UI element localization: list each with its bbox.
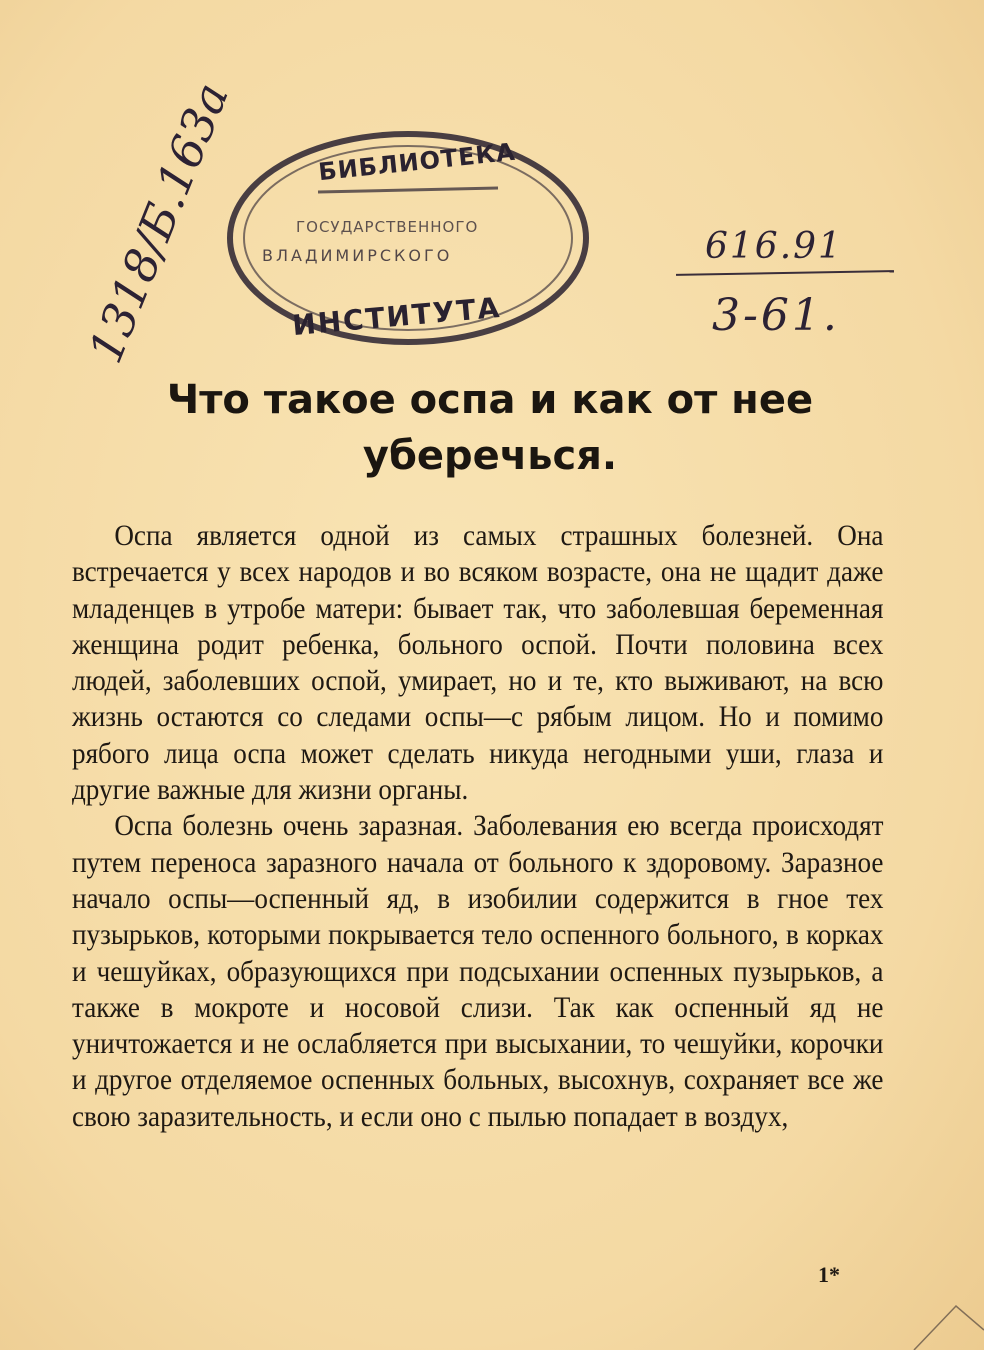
body-text xyxy=(72,518,884,1135)
stamp-line-2: ГОСУДАРСТВЕННОГО xyxy=(296,218,479,236)
stamp-line-3: ВЛАДИМИРСКОГО xyxy=(262,246,453,265)
stamp-line-4: ИНСТИТУТА xyxy=(290,290,503,343)
page-title: Что такое оспа и как от нее уберечься. xyxy=(166,377,814,479)
shelf-mark-bottom: 3-61. xyxy=(712,290,840,341)
shelf-mark-divider xyxy=(676,270,894,276)
shelf-mark-top: 616.91 xyxy=(705,226,843,267)
paragraph: Оспа является одной из самых страшных болезней. Она встречается у всех народов и во всяком возрасте, она не щадит даже младенцев в утробе матери: бывает так, что заболевшая беременная женщина родит ребенка, больного оспой. Почти половина всех людей, заболевших оспой, умирает, но и те, кто выживают, на всю жизнь остаются со следами оспы—с рябым лицом. Но и помимо рябого лица оспа может сделать никуда негодными уши, глаза и другие важные для жизни органы. xyxy=(72,520,884,807)
stamp-line-1: БИБЛИОТЕКА xyxy=(317,137,517,187)
paragraph: Оспа болезнь очень заразная. Заболевания ею всегда происходят путем переноса заразного начала от больного к здоровому. Заразное начало оспы—оспенный яд, в изобилии содержится в гное тех пузырьков, которыми покрывается тело оспенного больного, в корках и чешуйках, образующихся при подсыхании оспенных пузырьков, а также в мокроте и носовой слизи. Так как оспенный яд не уничтожается и не ослабляется при высыхании, то чешуйки, корочки и другое отделяемое оспенных больных, высохнув, сохраняет все же свою заразительность, и если оно с пылью попадает в воздух, xyxy=(72,810,884,1133)
folded-corner-mark xyxy=(904,1270,984,1350)
page-number: 1* xyxy=(818,1262,840,1287)
marginal-inventory-note: 1318/Б.163а xyxy=(78,75,240,371)
